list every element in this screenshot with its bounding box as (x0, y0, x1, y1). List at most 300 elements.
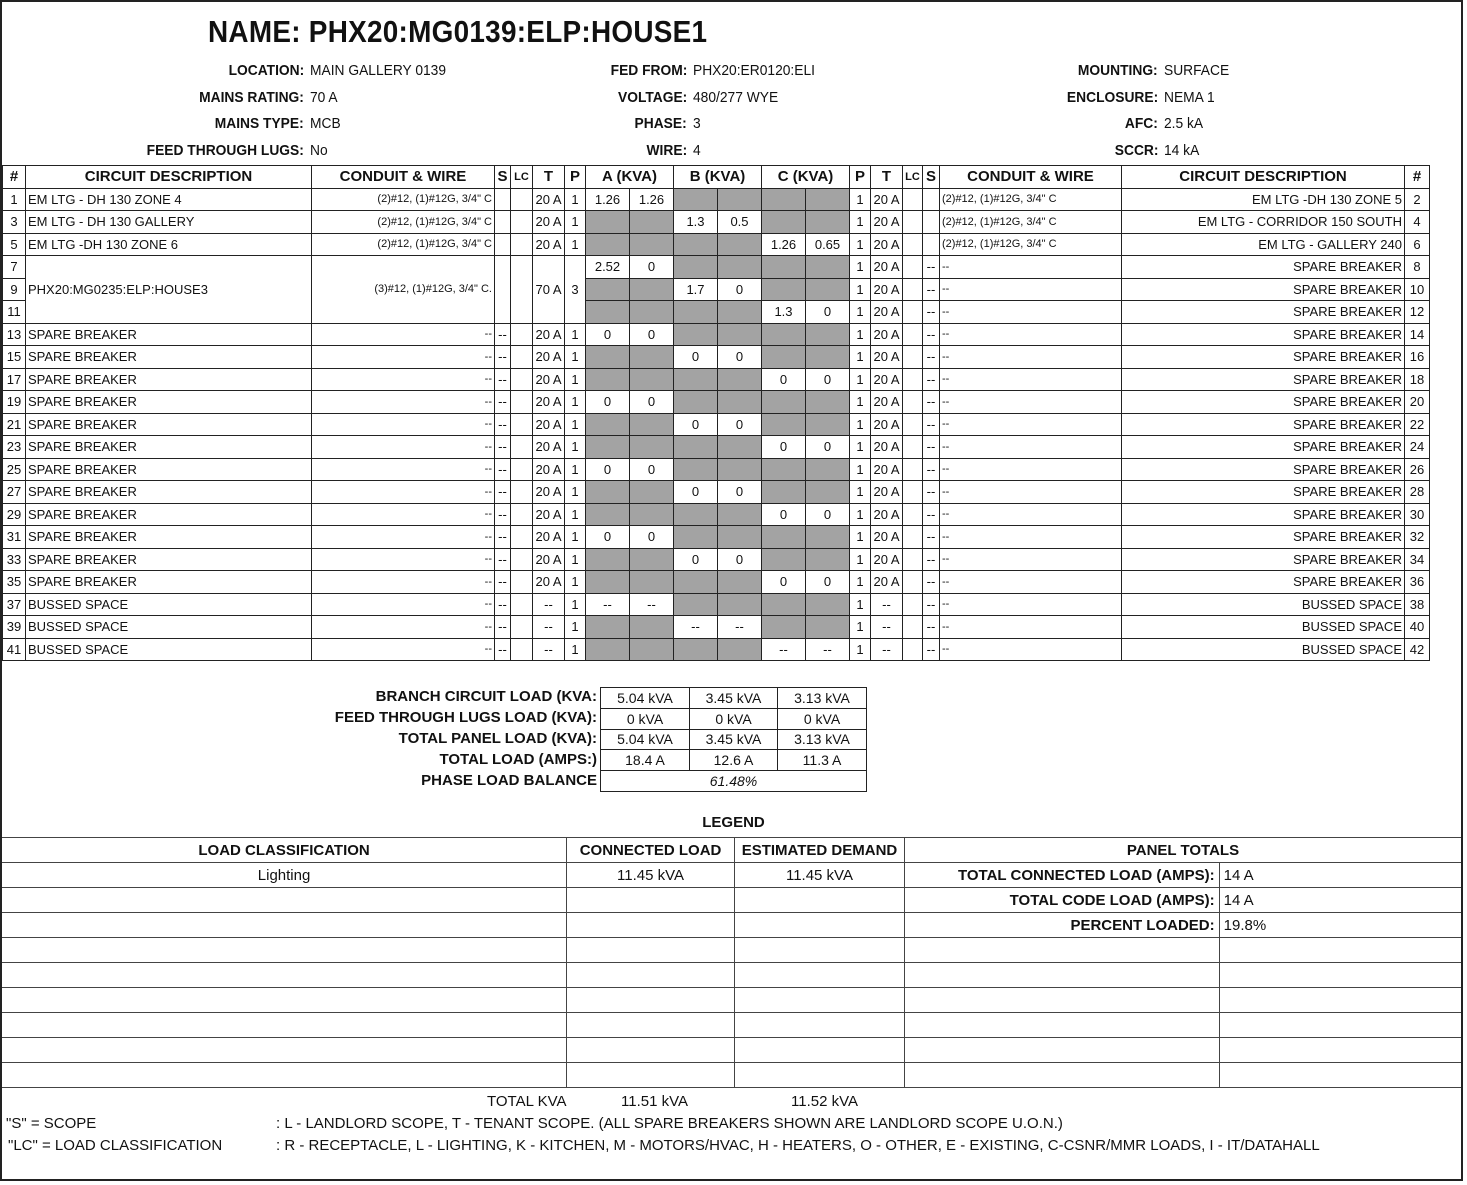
circuit-header-row (3, 166, 1430, 189)
phase-cell-blank (674, 323, 718, 346)
phase-cell-blank (630, 278, 674, 301)
scope-left (495, 188, 511, 211)
phase-c-load-right: 0 (806, 301, 850, 324)
legend-title: LEGEND (702, 814, 765, 831)
phase-cell-blank (806, 526, 850, 549)
load-class-right (903, 346, 923, 369)
scope-right: -- (923, 436, 940, 459)
phase-cell-blank (674, 188, 718, 211)
poles-right: 1 (850, 526, 871, 549)
scope-right: -- (923, 571, 940, 594)
circuit-description-right: SPARE BREAKER (1122, 436, 1405, 459)
connected-load-cell: 11.45 kVA (567, 863, 735, 888)
phase-cell-blank (586, 503, 630, 526)
load-class-right (903, 413, 923, 436)
load-class-right (903, 323, 923, 346)
phase-cell-blank (586, 638, 630, 661)
scope-left: -- (495, 436, 511, 459)
conduit-wire-right: -- (940, 571, 1122, 594)
circuit-description-left: SPARE BREAKER (26, 346, 312, 369)
load-class-left (511, 548, 533, 571)
poles-left: 1 (565, 638, 586, 661)
scope-right: -- (923, 638, 940, 661)
poles-left: 1 (565, 458, 586, 481)
trip-right: 20 A (871, 481, 903, 504)
trip-left: 20 A (533, 233, 565, 256)
poles-right: 1 (850, 571, 871, 594)
phase-cell-blank (674, 503, 718, 526)
trip-right: 20 A (871, 346, 903, 369)
phase-c-load-left: 0 (762, 571, 806, 594)
circuit-description-right: SPARE BREAKER (1122, 526, 1405, 549)
trip-left: -- (533, 638, 565, 661)
phase-c-load-right: -- (806, 638, 850, 661)
conduit-wire-left: (2)#12, (1)#12G, 3/4" C (312, 233, 495, 256)
phase-cell-blank (674, 571, 718, 594)
phase-cell-blank (630, 413, 674, 436)
phase-cell-blank (762, 211, 806, 234)
trip-right: 20 A (871, 571, 903, 594)
phase-c-load-right: 0 (806, 368, 850, 391)
phase-a-load-right: -- (630, 593, 674, 616)
poles-left: 1 (565, 548, 586, 571)
conduit-wire-right: (2)#12, (1)#12G, 3/4" C (940, 233, 1122, 256)
load-class-right (903, 233, 923, 256)
circuit-number-right: 22 (1405, 413, 1430, 436)
circuit-number-right: 24 (1405, 436, 1430, 459)
legend-row (2, 988, 1461, 1013)
scope-right: -- (923, 391, 940, 414)
poles-right: 1 (850, 481, 871, 504)
poles-left: 1 (565, 436, 586, 459)
phase-cell-blank (718, 323, 762, 346)
scope-left: -- (495, 323, 511, 346)
legend-row (2, 863, 1461, 888)
load-class-left (511, 638, 533, 661)
circuit-number-left: 11 (3, 301, 26, 324)
scope-right: -- (923, 278, 940, 301)
phase-cell-blank (806, 188, 850, 211)
totals-table (600, 687, 867, 792)
circuit-row (3, 436, 1430, 459)
trip-right: 20 A (871, 548, 903, 571)
load-class-right (903, 458, 923, 481)
scope-right: -- (923, 548, 940, 571)
conduit-wire-right: -- (940, 346, 1122, 369)
col-trip-right: T (871, 166, 903, 189)
phase-cell-blank (586, 436, 630, 459)
phase-cell-blank (718, 233, 762, 256)
load-class-left (511, 368, 533, 391)
circuit-row (3, 458, 1430, 481)
scope-right: -- (923, 616, 940, 639)
phase-cell-blank (586, 233, 630, 256)
trip-left: 20 A (533, 548, 565, 571)
load-class-right (903, 593, 923, 616)
circuit-description-left: SPARE BREAKER (26, 391, 312, 414)
conduit-wire-left: (3)#12, (1)#12G, 3/4" C. (312, 256, 495, 324)
panel-total-label: PERCENT LOADED: (904, 913, 1219, 938)
phase-a-load-left: 0 (586, 391, 630, 414)
conduit-wire-right: -- (940, 278, 1122, 301)
scope-right: -- (923, 368, 940, 391)
circuit-row (3, 188, 1430, 211)
scope-right: -- (923, 301, 940, 324)
trip-right: 20 A (871, 233, 903, 256)
phase-cell-blank (718, 436, 762, 459)
scope-left: -- (495, 638, 511, 661)
conduit-wire-right: -- (940, 436, 1122, 459)
trip-left: -- (533, 593, 565, 616)
conduit-wire-left: -- (312, 391, 495, 414)
load-class-left (511, 211, 533, 234)
phase-cell-blank (762, 256, 806, 279)
phase-cell-blank (762, 391, 806, 414)
circuit-number-right: 34 (1405, 548, 1430, 571)
load-class-right (903, 188, 923, 211)
load-classification-header: LOAD CLASSIFICATION (2, 838, 567, 863)
phase-b-load-right: 0 (718, 278, 762, 301)
phase-b-load-left: 0 (674, 481, 718, 504)
legend-row (2, 1013, 1461, 1038)
load-class-left (511, 436, 533, 459)
poles-left: 3 (565, 256, 586, 324)
circuit-row (3, 593, 1430, 616)
phase-cell-blank (586, 413, 630, 436)
trip-left: 20 A (533, 458, 565, 481)
circuit-number-right: 12 (1405, 301, 1430, 324)
phase-cell-blank (806, 323, 850, 346)
phase-cell-blank (630, 503, 674, 526)
load-class-right (903, 548, 923, 571)
load-class-right (903, 211, 923, 234)
panel-load-row (601, 729, 867, 750)
poles-right: 1 (850, 436, 871, 459)
phase-cell-blank (630, 481, 674, 504)
load-class-right (903, 256, 923, 279)
legend-row (2, 888, 1461, 913)
circuit-description-left: BUSSED SPACE (26, 638, 312, 661)
scope-left: -- (495, 391, 511, 414)
phase-cell-blank (586, 571, 630, 594)
scope-left (495, 211, 511, 234)
phase-a-load-right: 0 (630, 458, 674, 481)
trip-right: -- (871, 616, 903, 639)
circuit-number-left: 1 (3, 188, 26, 211)
panel-total-label: TOTAL CONNECTED LOAD (AMPS): (904, 863, 1219, 888)
phase-cell-blank (806, 548, 850, 571)
trip-right: 20 A (871, 188, 903, 211)
phase-cell-blank (806, 256, 850, 279)
circuit-number-left: 33 (3, 548, 26, 571)
phase-cell-blank (762, 188, 806, 211)
circuit-description-left: EM LTG - DH 130 GALLERY (26, 211, 312, 234)
trip-left: 20 A (533, 323, 565, 346)
phase-cell-blank (762, 481, 806, 504)
circuit-row (3, 548, 1430, 571)
load-class-right (903, 571, 923, 594)
phase-c-load-left: 1.3 (762, 301, 806, 324)
circuit-table (2, 165, 1430, 661)
conduit-wire-right: -- (940, 391, 1122, 414)
poles-right: 1 (850, 301, 871, 324)
circuit-number-right: 8 (1405, 256, 1430, 279)
circuit-description-right: SPARE BREAKER (1122, 548, 1405, 571)
col-circuit-description: CIRCUIT DESCRIPTION (26, 166, 312, 189)
circuit-description-left: SPARE BREAKER (26, 481, 312, 504)
phase-cell-blank (586, 368, 630, 391)
circuit-description-right: SPARE BREAKER (1122, 323, 1405, 346)
poles-left: 1 (565, 188, 586, 211)
panel-load-label: TOTAL PANEL LOAD (KVA): (398, 730, 597, 747)
phase-cell-blank (630, 548, 674, 571)
phase-cell-blank (718, 571, 762, 594)
scope-right: -- (923, 503, 940, 526)
trip-right: -- (871, 638, 903, 661)
phase-b-load-right: 0 (718, 481, 762, 504)
phase-cell-blank (762, 458, 806, 481)
poles-left: 1 (565, 616, 586, 639)
phase-c-value: 3.13 kVA (778, 729, 867, 750)
phase-a-load-left: 0 (586, 323, 630, 346)
scope-left: -- (495, 616, 511, 639)
legend-row (2, 963, 1461, 988)
col-trip: T (533, 166, 565, 189)
poles-right: 1 (850, 593, 871, 616)
phase-cell-blank (762, 526, 806, 549)
poles-left: 1 (565, 526, 586, 549)
conduit-wire-left: -- (312, 323, 495, 346)
trip-left: 20 A (533, 188, 565, 211)
phase-cell-blank (586, 301, 630, 324)
phase-cell-blank (630, 616, 674, 639)
circuit-description-right: BUSSED SPACE (1122, 616, 1405, 639)
wire-row: WIRE: 4 (646, 142, 701, 159)
poles-left: 1 (565, 323, 586, 346)
phase-b-load-right: 0 (718, 548, 762, 571)
load-class-left (511, 571, 533, 594)
conduit-wire-right: -- (940, 481, 1122, 504)
phase-c-value: 0 kVA (778, 708, 867, 729)
circuit-description-right: SPARE BREAKER (1122, 413, 1405, 436)
col-conduit-wire: CONDUIT & WIRE (312, 166, 495, 189)
circuit-row (3, 346, 1430, 369)
circuit-description-left: BUSSED SPACE (26, 616, 312, 639)
fed-from-row: FED FROM: PHX20:ER0120:ELI (610, 62, 815, 79)
poles-right: 1 (850, 346, 871, 369)
circuit-description-right: BUSSED SPACE (1122, 638, 1405, 661)
location-row: LOCATION: MAIN GALLERY 0139 (228, 62, 447, 79)
poles-left: 1 (565, 571, 586, 594)
scope-right: -- (923, 458, 940, 481)
phase-cell-blank (586, 548, 630, 571)
load-class-right (903, 391, 923, 414)
estimated-demand-header: ESTIMATED DEMAND (735, 838, 905, 863)
poles-left: 1 (565, 391, 586, 414)
load-class-right (903, 436, 923, 459)
trip-right: 20 A (871, 436, 903, 459)
estimated-demand-cell (735, 913, 905, 938)
phase-b-value: 12.6 A (690, 750, 778, 771)
phase-cell-blank (762, 323, 806, 346)
circuit-description-left: SPARE BREAKER (26, 368, 312, 391)
poles-right: 1 (850, 458, 871, 481)
phase-cell-blank (674, 233, 718, 256)
circuit-number-right: 20 (1405, 391, 1430, 414)
circuit-number-left: 3 (3, 211, 26, 234)
col-poles-right: P (850, 166, 871, 189)
phase-cell-blank (674, 526, 718, 549)
load-class-left (511, 503, 533, 526)
circuit-description-left: SPARE BREAKER (26, 526, 312, 549)
scope-left: -- (495, 503, 511, 526)
panel-total-value: 19.8% (1219, 913, 1461, 938)
branch-load-row (601, 688, 867, 709)
phase-cell-blank (718, 458, 762, 481)
circuit-number-left: 17 (3, 368, 26, 391)
scope-right: -- (923, 413, 940, 436)
conduit-wire-left: -- (312, 526, 495, 549)
poles-left: 1 (565, 346, 586, 369)
trip-right: 20 A (871, 503, 903, 526)
phase-cell-blank (674, 458, 718, 481)
poles-left: 1 (565, 211, 586, 234)
circuit-number-right: 4 (1405, 211, 1430, 234)
conduit-wire-left: -- (312, 616, 495, 639)
circuit-description-right: SPARE BREAKER (1122, 481, 1405, 504)
conduit-wire-left: -- (312, 436, 495, 459)
circuit-description-right: BUSSED SPACE (1122, 593, 1405, 616)
branch-load-label: BRANCH CIRCUIT LOAD (KVA: (375, 688, 597, 705)
phase-row: PHASE: 3 (634, 115, 701, 132)
total-amps-row (601, 750, 867, 771)
scope-left: -- (495, 368, 511, 391)
circuit-description-right: SPARE BREAKER (1122, 571, 1405, 594)
load-class-left (511, 188, 533, 211)
phase-cell-blank (674, 638, 718, 661)
conduit-wire-left: -- (312, 548, 495, 571)
phase-cell-blank (718, 638, 762, 661)
conduit-wire-left: (2)#12, (1)#12G, 3/4" C (312, 188, 495, 211)
poles-left: 1 (565, 593, 586, 616)
circuit-number-left: 21 (3, 413, 26, 436)
phase-cell-blank (630, 571, 674, 594)
estimated-demand-cell (735, 888, 905, 913)
circuit-row (3, 616, 1430, 639)
phase-cell-blank (674, 391, 718, 414)
phase-cell-blank (674, 368, 718, 391)
col-phase-c: C (KVA) (762, 166, 850, 189)
poles-right: 1 (850, 391, 871, 414)
phase-cell-blank (718, 301, 762, 324)
connected-load-cell (567, 913, 735, 938)
conduit-wire-right: -- (940, 616, 1122, 639)
circuit-row (3, 233, 1430, 256)
scope-left: -- (495, 593, 511, 616)
phase-cell-blank (806, 593, 850, 616)
circuit-number-left: 41 (3, 638, 26, 661)
trip-left: 70 A (533, 256, 565, 324)
circuit-number-right: 36 (1405, 571, 1430, 594)
sccr-row: SCCR: 14 kA (1114, 142, 1200, 159)
trip-left: 20 A (533, 481, 565, 504)
circuit-number-left: 27 (3, 481, 26, 504)
phase-cell-blank (806, 278, 850, 301)
conduit-wire-left: -- (312, 368, 495, 391)
phase-balance-label: PHASE LOAD BALANCE (421, 772, 597, 789)
afc-row: AFC: 2.5 kA (1125, 115, 1204, 132)
load-class-left (511, 481, 533, 504)
load-class-right (903, 503, 923, 526)
circuit-description-left: SPARE BREAKER (26, 323, 312, 346)
circuit-number-left: 37 (3, 593, 26, 616)
phase-cell-blank (586, 481, 630, 504)
scope-left: -- (495, 481, 511, 504)
phase-cell-blank (718, 188, 762, 211)
circuit-number-right: 28 (1405, 481, 1430, 504)
conduit-wire-left: -- (312, 571, 495, 594)
phase-cell-blank (806, 211, 850, 234)
phase-balance-row (601, 771, 867, 792)
mains-rating-row: MAINS RATING: 70 A (199, 89, 338, 106)
col-phase-a: A (KVA) (586, 166, 674, 189)
trip-right: 20 A (871, 368, 903, 391)
trip-right: 20 A (871, 278, 903, 301)
trip-right: 20 A (871, 526, 903, 549)
mounting-row: MOUNTING: SURFACE (1078, 62, 1230, 79)
phase-cell-blank (674, 436, 718, 459)
scope-right (923, 211, 940, 234)
phase-a-load-left: 1.26 (586, 188, 630, 211)
conduit-wire-left: -- (312, 638, 495, 661)
load-class-right (903, 481, 923, 504)
circuit-description-right: SPARE BREAKER (1122, 278, 1405, 301)
trip-right: 20 A (871, 391, 903, 414)
poles-left: 1 (565, 503, 586, 526)
load-class-right (903, 301, 923, 324)
phase-cell-blank (718, 503, 762, 526)
phase-cell-blank (586, 346, 630, 369)
poles-right: 1 (850, 188, 871, 211)
circuit-number-left: 9 (3, 278, 26, 301)
load-class-cell (2, 913, 567, 938)
circuit-row (3, 638, 1430, 661)
circuit-row (3, 256, 1430, 279)
phase-a-value: 5.04 kVA (601, 688, 690, 709)
phase-c-load-right: 0 (806, 571, 850, 594)
col-num-right: # (1405, 166, 1430, 189)
phase-c-load-left: 0 (762, 436, 806, 459)
estimated-demand-cell: 11.45 kVA (735, 863, 905, 888)
conduit-wire-left: -- (312, 413, 495, 436)
scope-right (923, 233, 940, 256)
load-class-left (511, 458, 533, 481)
phase-a-value: 0 kVA (601, 708, 690, 729)
phase-cell-blank (806, 458, 850, 481)
phase-b-load-right: 0.5 (718, 211, 762, 234)
phase-a-load-left: 2.52 (586, 256, 630, 279)
panel-total-value: 14 A (1219, 863, 1461, 888)
phase-cell-blank (806, 481, 850, 504)
load-class-key: "LC" = LOAD CLASSIFICATION (8, 1137, 223, 1154)
trip-left: 20 A (533, 346, 565, 369)
circuit-number-left: 5 (3, 233, 26, 256)
phase-a-load-right: 0 (630, 256, 674, 279)
load-class-left (511, 526, 533, 549)
panel-total-label: TOTAL CODE LOAD (AMPS): (904, 888, 1219, 913)
load-class-right (903, 638, 923, 661)
phase-b-load-left: 1.7 (674, 278, 718, 301)
